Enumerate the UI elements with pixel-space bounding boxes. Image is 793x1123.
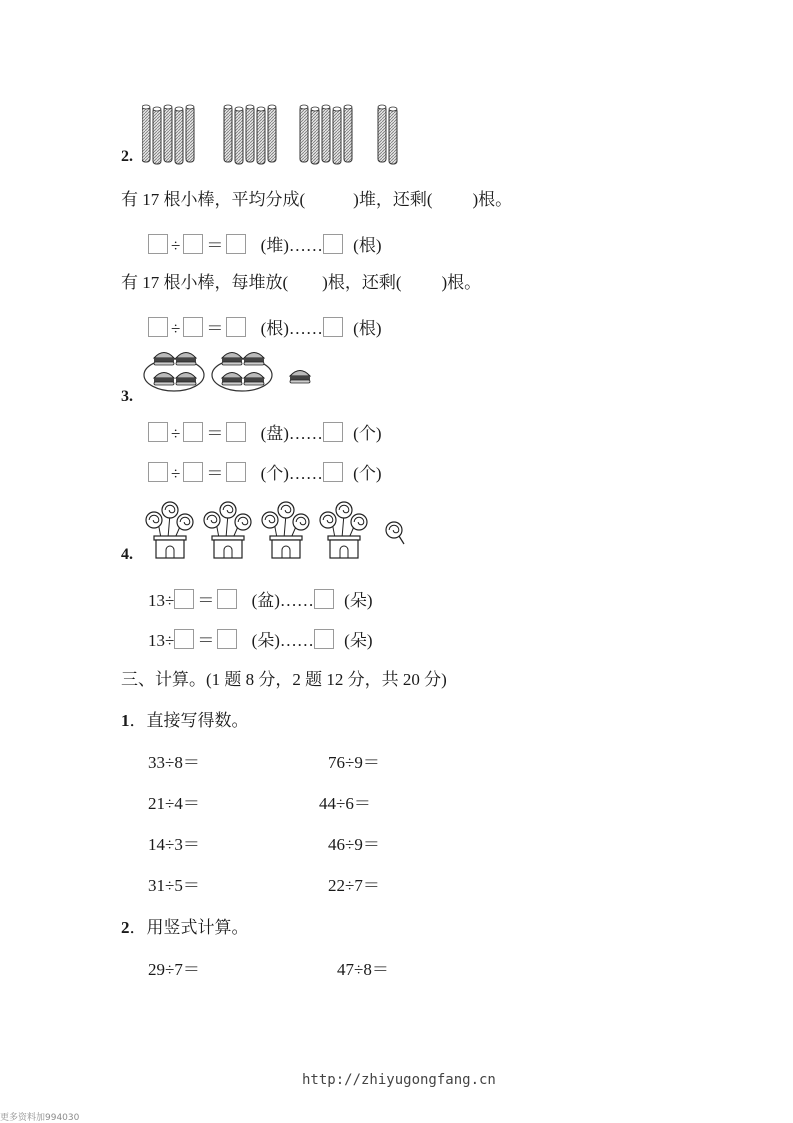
unit-label: (根) [353, 236, 382, 255]
answer-box[interactable] [323, 462, 343, 482]
stick-icon [389, 107, 397, 164]
flower-icon [336, 502, 352, 518]
q3-burger-plates-illustration [142, 348, 322, 394]
burger-icon [244, 353, 264, 366]
answer-box[interactable] [314, 629, 334, 649]
flower-icon [235, 514, 251, 530]
burger-icon [222, 353, 242, 366]
q4-equation-2: 13÷ ＝ (朵)…… (朵) [148, 631, 373, 650]
flower-icon [162, 502, 178, 518]
problem-33div8: 33÷8＝ [148, 753, 200, 772]
flower-pot-icon [146, 502, 193, 558]
flower-icon [204, 512, 220, 528]
footer-url[interactable]: http://zhiyugongfang.cn [302, 1072, 496, 1088]
problem-47div8: 47÷8＝ [337, 960, 389, 979]
unit-label: (根) [353, 319, 382, 338]
unit-label: (朵) [344, 631, 373, 650]
q2-sticks-illustration [142, 104, 404, 166]
unit-label: (盘)…… [260, 424, 323, 443]
stick-icon [311, 107, 319, 164]
answer-box[interactable] [226, 317, 246, 337]
stick-icon [224, 105, 232, 162]
answer-box[interactable] [314, 589, 334, 609]
burger-icon [176, 353, 196, 366]
q3-equation-2: ÷ ＝ (个)…… (个) [148, 462, 382, 485]
problem-14div3: 14÷3＝ [148, 835, 200, 854]
q2-line2-part-b: )根，还剩( [322, 273, 402, 292]
flower-pot-icon [204, 502, 251, 558]
flower-pot-icon [320, 502, 367, 558]
burger-icon [222, 373, 242, 386]
unit-label: (朵)…… [251, 631, 314, 650]
q2-question-line2 [121, 273, 481, 293]
unit-label: (个) [353, 464, 382, 483]
q2-line1-part-c: )根。 [472, 190, 513, 209]
stick-icon [268, 105, 276, 162]
answer-box[interactable] [148, 317, 168, 337]
q4-equation-1: 13÷ ＝ (盆)…… (朵) [148, 591, 373, 610]
flower-icon [351, 514, 367, 530]
stick-icon [378, 105, 386, 162]
answer-box[interactable] [183, 462, 203, 482]
problem-44div6: 44÷6＝ [319, 794, 371, 813]
unit-label: (个) [353, 424, 382, 443]
burger-icon [176, 373, 196, 386]
answer-box[interactable] [183, 234, 203, 254]
answer-box[interactable] [217, 629, 237, 649]
q2-equation-2: ÷ ＝ (根)…… (根) [148, 317, 382, 340]
problem-46div9: 46÷9＝ [328, 835, 380, 854]
q2-line2-part-a: 有 17 根小棒，每堆放( [121, 273, 289, 292]
answer-box[interactable] [183, 422, 203, 442]
unit-label: (盆)…… [251, 591, 314, 610]
flower-icon [293, 514, 309, 530]
stick-icon [175, 107, 183, 164]
flower-icon [386, 522, 402, 538]
flower-icon [146, 512, 162, 528]
answer-box[interactable] [226, 462, 246, 482]
stick-icon [186, 105, 194, 162]
section3-part1-heading: 1．直接写得数。 [121, 711, 249, 730]
stick-icon [333, 107, 341, 164]
stick-icon [322, 105, 330, 162]
stick-icon [246, 105, 254, 162]
flower-icon [278, 502, 294, 518]
answer-box[interactable] [323, 317, 343, 337]
q3-number: 3. [121, 388, 133, 405]
unit-label: (个)…… [260, 464, 323, 483]
q3-equation-1: ÷ ＝ (盘)…… (个) [148, 422, 382, 445]
answer-box[interactable] [323, 234, 343, 254]
answer-box[interactable] [148, 422, 168, 442]
corner-note: 更多资料加994030 [0, 1113, 80, 1123]
stick-icon [344, 105, 352, 162]
flower-icon [320, 512, 336, 528]
q2-equation-1: ÷ ＝ (堆)…… (根) [148, 234, 382, 257]
section3-title: 三、计算。(1 题 8 分，2 题 12 分，共 20 分) [121, 670, 447, 689]
answer-box[interactable] [226, 422, 246, 442]
unit-label: (朵) [344, 591, 373, 610]
answer-box[interactable] [174, 589, 194, 609]
section3-part2-heading: 2．用竖式计算。 [121, 918, 249, 937]
loose-flower-icon [386, 522, 404, 544]
answer-box[interactable] [323, 422, 343, 442]
q2-line1-part-a: 有 17 根小棒，平均分成( [121, 190, 306, 209]
burger-icon [154, 373, 174, 386]
problem-31div5: 31÷5＝ [148, 876, 200, 895]
burger-icon [244, 373, 264, 386]
stick-icon [153, 107, 161, 164]
problem-21div4: 21÷4＝ [148, 794, 200, 813]
answer-box[interactable] [217, 589, 237, 609]
flower-icon [262, 512, 278, 528]
answer-box[interactable] [226, 234, 246, 254]
stick-icon [235, 107, 243, 164]
stick-icon [164, 105, 172, 162]
flower-icon [220, 502, 236, 518]
flower-pot-icon [262, 502, 309, 558]
answer-box[interactable] [174, 629, 194, 649]
burger-icon [290, 371, 310, 384]
flower-icon [177, 514, 193, 530]
answer-box[interactable] [183, 317, 203, 337]
stick-icon [142, 105, 150, 162]
q2-line2-part-c: )根。 [441, 273, 482, 292]
stick-icon [300, 105, 308, 162]
problem-76div9: 76÷9＝ [328, 753, 380, 772]
q2-line1-part-b: )堆，还剩( [353, 190, 433, 209]
unit-label: (根)…… [260, 319, 323, 338]
q2-number: 2. [121, 148, 133, 165]
answer-box[interactable] [148, 234, 168, 254]
problem-29div7: 29÷7＝ [148, 960, 200, 979]
q2-question-line1 [121, 190, 512, 210]
q4-flower-pots-illustration [142, 500, 407, 562]
unit-label: (堆)…… [260, 236, 323, 255]
stick-icon [257, 107, 265, 164]
q4-number: 4. [121, 546, 133, 563]
answer-box[interactable] [148, 462, 168, 482]
problem-22div7: 22÷7＝ [328, 876, 380, 895]
burger-icon [154, 353, 174, 366]
